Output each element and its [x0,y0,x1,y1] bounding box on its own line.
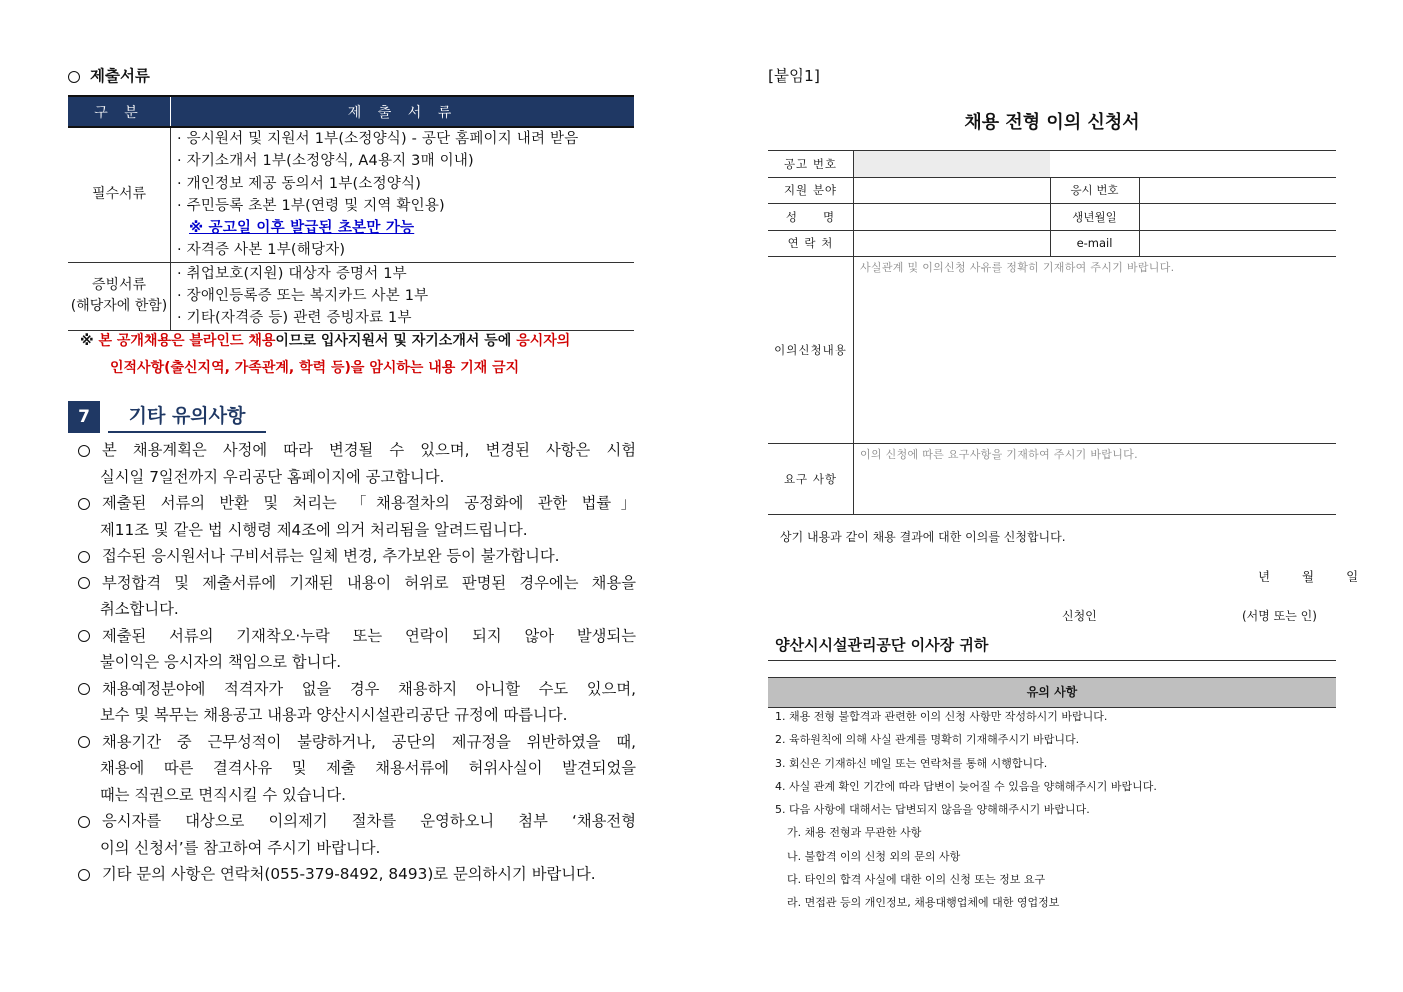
row-items [171,262,635,330]
form-row [768,151,1336,178]
note-item-continued: 때는 직권으로 면직시킬 수 있습니다. [100,785,346,804]
form-row [768,204,1336,231]
note-item: 부정합격 및 제출서류에 기재된 내용이 허위로 판명된 경우에는 채용을 [76,570,636,597]
note-item: 채용기간 중 근무성적이 불량하거나, 공단의 제규정을 위반하였을 때, [76,729,636,756]
section-number: 7 [68,401,100,433]
list-item: · 자기소개서 1부(소정양식, A4용지 3매 이내) [177,153,474,170]
birthdate-input[interactable] [1139,204,1336,231]
caution-item: 1. 채용 전형 불합격과 관련한 이의 신청 사항만 작성하시기 바랍니다. [775,710,1108,723]
note-item: 제출된 서류의 기재착오·누락 또는 연락이 되지 않아 발생되는 [76,623,636,650]
blind-hiring-warning: ※ 본 공개채용은 블라인드 채용이므로 입사지원서 및 자기소개서 등에 응시자의 인적사항(출신지역, 가족관계, 학력 등)을 암시하는 내용 기재 금지 [80,333,571,376]
header-category: 구 분 [68,96,171,127]
form-row [768,230,1336,257]
note-item-continued: 제11조 및 같은 법 시행령 제4조에 의거 처리됨을 알려드립니다. [100,520,528,539]
circle-bullet-icon [78,551,90,563]
divider [768,660,1336,661]
caution-header: 유의 사항 [768,677,1336,708]
date-line: 년 월 일 [1258,569,1373,584]
caution-sub-item: 다. 타인의 합격 사실에 대한 이의 신청 또는 정보 요구 [787,873,1046,887]
list-item: · 주민등록 초본 1부(연령 및 지역 확인용) [177,197,445,214]
objection-content-textarea[interactable]: 사실관계 및 이의신청 사유를 정확히 기재하여 주시기 바랍니다. [854,257,1337,444]
note-item: 제출된 서류의 반환 및 처리는 「채용절차의 공정화에 관한 법률」 [76,490,636,517]
circle-bullet-icon [78,736,90,748]
field-label: 연 락 처 [768,230,854,257]
note-item: 채용예정분야에 적격자가 없을 경우 채용하지 아니할 수도 있으며, [76,676,636,703]
list-item: · 장애인등록증 또는 복지카드 사본 1부 [177,288,429,305]
form-title: 채용 전형 이의 신청서 [964,112,1140,133]
list-item: · 응시원서 및 지원서 1부(소정양식) - 공단 홈페이지 내려 받음 [177,131,579,147]
declaration-text: 상기 내용과 같이 채용 결과에 대한 이의를 신청합니다. [780,530,1066,544]
circle-bullet-icon [78,630,90,642]
field-label: e-mail [1050,230,1139,257]
note-item-continued: 채용에 따른 결격사유 및 제출 채용서류에 허위사실이 발견되었을 [100,759,636,777]
table-row [68,262,634,330]
request-textarea[interactable]: 이의 신청에 따른 요구사항을 기재하여 주시기 바랍니다. [854,444,1337,515]
note-item-continued: 실시일 7일전까지 우리공단 홈페이지에 공고합니다. [100,467,445,486]
note-item-continued: 이의 신청서’를 참고하여 주시기 바랍니다. [100,838,381,857]
field-label: 공고 번호 [768,151,854,178]
caution-list [775,706,1335,916]
note-item: 응시자를 대상으로 이의제기 절차를 운영하오니 첨부 ‘채용전형 [76,808,636,835]
note-item: 접수된 응시원서나 구비서류는 일체 변경, 추가보완 등이 불가합니다. [76,543,636,570]
documents-table [68,95,634,331]
note-item: 본 채용계획은 사정에 따라 변경될 수 있으며, 변경된 사항은 시험 [76,437,636,464]
form-row [768,177,1336,204]
email-input[interactable] [1139,230,1336,257]
list-item: · 자격증 사본 1부(해당자) [177,242,346,259]
form-row [768,444,1336,515]
header-documents: 제 출 서 류 [171,96,635,127]
field-area-input[interactable] [854,177,1051,204]
field-label: 성 명 [768,204,854,231]
caution-sub-item: 라. 면접관 등의 개인정보, 채용대행업체에 대한 영업정보 [787,896,1060,910]
notes-list [76,437,636,888]
name-input[interactable] [854,204,1051,231]
note-item-continued: 불이익은 응시자의 책임으로 합니다. [100,653,342,671]
objection-form [768,150,1336,515]
field-label: 응시 번호 [1050,177,1139,204]
field-label: 요구 사항 [768,444,854,515]
table-row [68,127,634,262]
table-header-row [68,96,634,127]
field-label: 지원 분야 [768,177,854,204]
list-item: · 취업보호(지원) 대상자 증명서 1부 [177,265,407,282]
list-item: · 개인정보 제공 동의서 1부(소정양식) [177,175,422,192]
circle-bullet-icon [68,71,80,83]
list-item: · 기타(자격증 등) 관련 증빙자료 1부 [177,310,412,327]
circle-bullet-icon [78,869,90,881]
note-item-continued: 취소합니다. [100,600,179,618]
row-category: 필수서류 [68,127,171,262]
addressee: 양산시시설관리공단 이사장 귀하 [775,636,989,654]
field-label: 이의신청내용 [768,257,854,444]
applicant-label: 신청인 [1062,609,1097,623]
circle-bullet-icon [78,498,90,510]
caution-item: 5. 다음 사항에 대해서는 답변되지 않음을 양해해주시기 바랍니다. [775,803,1090,817]
row-category: 증빙서류 (해당자에 한함) [68,262,171,330]
signature-label: (서명 또는 인) [1242,609,1317,623]
section-title: 제출서류 [68,64,150,86]
list-item-note: ※ 공고일 이후 발급된 초본만 가능 [189,220,415,237]
caution-item: 3. 회신은 기재하신 메일 또는 연락처를 통해 시행합니다. [775,756,1048,770]
contact-input[interactable] [854,230,1051,257]
exam-number-input[interactable] [1139,177,1336,204]
section-title: 기타 유의사항 [108,401,266,433]
note-item-continued: 보수 및 복무는 채용공고 내용과 양산시시설관리공단 규정에 따릅니다. [100,706,568,724]
circle-bullet-icon [78,577,90,589]
note-item: 기타 문의 사항은 연락처(055-379-8492, 8493)로 문의하시기 바랍니다. [76,861,636,888]
circle-bullet-icon [78,816,90,828]
caution-sub-item: 가. 채용 전형과 무관한 사항 [787,826,922,840]
row-items [171,127,635,262]
field-label: 생년월일 [1050,204,1139,231]
circle-bullet-icon [78,445,90,457]
caution-item: 4. 사실 관계 확인 기간에 따라 답변이 늦어질 수 있음을 양해해주시기 바랍니다. [775,779,1157,793]
circle-bullet-icon [78,683,90,695]
form-row [768,257,1336,444]
notice-number-field[interactable] [854,151,1051,178]
caution-item: 2. 육하원칙에 의해 사실 관계를 명확히 기재해주시기 바랍니다. [775,733,1080,747]
annex-label: [붙임1] [768,67,820,85]
caution-sub-item: 나. 불합격 이의 신청 외의 문의 사항 [787,849,961,863]
